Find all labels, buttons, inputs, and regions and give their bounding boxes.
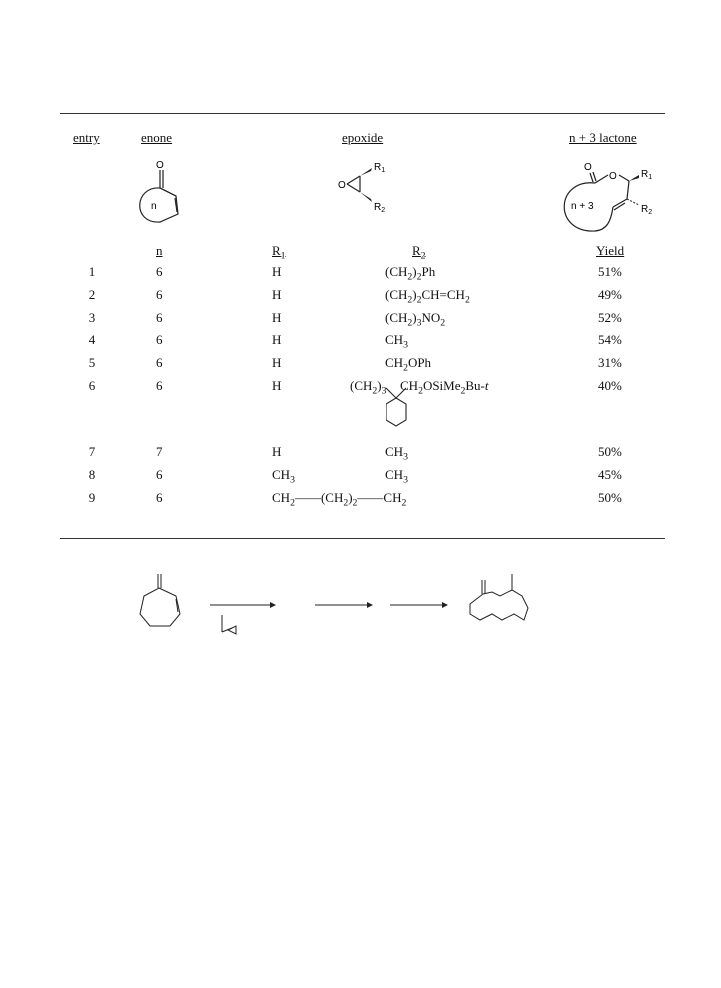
- table-bottom-rule: [60, 538, 665, 539]
- row8-r1: $CH_3$: [272, 467, 295, 486]
- lactone-ring-label: n + 3: [571, 201, 594, 212]
- scheme-arrow-1: [210, 602, 276, 608]
- row2-entry: 2: [88, 287, 96, 302]
- reaction-scheme: [130, 570, 550, 645]
- epoxide-r1: $R_1$: [374, 162, 386, 174]
- row3-entry: 3: [88, 310, 96, 325]
- row9-r1-r2-bridge: $CH_2——(CH_2)_2——CH_2$: [272, 490, 407, 509]
- row7-yield: 50%: [598, 444, 622, 459]
- table-top-rule: [60, 113, 665, 114]
- row9-entry: 9: [88, 490, 96, 505]
- row5-entry: 5: [88, 355, 96, 370]
- row4-r1: H: [272, 332, 282, 347]
- lactone-carbonyl-oxygen: O: [584, 162, 592, 173]
- row4-yield: 54%: [598, 332, 622, 347]
- row8-entry: 8: [88, 467, 96, 482]
- row3-r1: H: [272, 310, 282, 325]
- row3-n: 6: [156, 310, 163, 325]
- enone-structure: [130, 158, 190, 230]
- scheme-arrow-2: [315, 602, 373, 608]
- scheme-arrow-3: [390, 602, 448, 608]
- row2-r1: H: [272, 287, 282, 302]
- row3-r2: $(CH_2)_3NO_2$: [385, 310, 446, 329]
- row5-yield: 31%: [598, 355, 622, 370]
- row6-yield: 40%: [598, 378, 622, 393]
- row8-yield: 45%: [598, 467, 622, 482]
- scheme-product-macrocycle: [470, 574, 528, 620]
- header-entry: entry: [73, 130, 100, 145]
- row9-yield: 50%: [598, 490, 622, 505]
- row4-n: 6: [156, 332, 163, 347]
- lactone-r2: $R_2$: [641, 204, 653, 216]
- row4-r2: $CH_3$: [385, 332, 408, 351]
- enone-ring-label: n: [151, 201, 157, 212]
- row7-entry: 7: [88, 444, 96, 459]
- row9-n: 6: [156, 490, 163, 505]
- row7-n: 7: [156, 444, 163, 459]
- row6-r2-left: $(CH_2)_3$: [350, 378, 387, 397]
- lactone-r1: $R_1$: [641, 169, 653, 181]
- row1-entry: 1: [88, 264, 96, 279]
- epoxide-oxygen: O: [338, 180, 346, 191]
- epoxide-r2: $R_2$: [374, 202, 386, 214]
- row1-yield: 51%: [598, 264, 622, 279]
- enone-oxygen: O: [156, 160, 164, 171]
- lactone-ring-oxygen: O: [609, 171, 617, 182]
- scheme-epoxide-reagent: [222, 615, 236, 634]
- header-epoxide: epoxide: [342, 130, 384, 145]
- row7-r2: $CH_3$: [385, 444, 408, 463]
- row5-r2: $CH_2OPh$: [385, 355, 432, 374]
- lactone-structure: [553, 155, 665, 237]
- row7-r1: H: [272, 444, 282, 459]
- row1-r2: $(CH_2)_2Ph$: [385, 264, 436, 283]
- row5-r1: H: [272, 355, 282, 370]
- header-enone: enone: [141, 130, 173, 145]
- subheader-n: n: [156, 243, 163, 258]
- row5-n: 6: [156, 355, 163, 370]
- header-lactone: n + 3 lactone: [569, 130, 637, 145]
- row1-r1: H: [272, 264, 282, 279]
- row6-r2-right: $CH_2OSiMe_2Bu-t$: [400, 378, 489, 397]
- row6-n: 6: [156, 378, 163, 393]
- row1-n: 6: [156, 264, 163, 279]
- row3-yield: 52%: [598, 310, 622, 325]
- row2-yield: 49%: [598, 287, 622, 302]
- row8-n: 6: [156, 467, 163, 482]
- row2-n: 6: [156, 287, 163, 302]
- subheader-r2: $R_2$: [412, 243, 426, 262]
- row6-r1: H: [272, 378, 282, 393]
- row2-r2: $(CH_2)_2CH=CH_2$: [385, 287, 470, 306]
- subheader-r1: $R_1$: [272, 243, 286, 262]
- subheader-yield: Yield: [596, 243, 625, 258]
- scheme-starting-enone: [140, 574, 180, 626]
- row8-r2: $CH_3$: [385, 467, 408, 486]
- epoxide-structure: [334, 158, 394, 218]
- row4-entry: 4: [88, 332, 96, 347]
- row6-entry: 6: [88, 378, 96, 393]
